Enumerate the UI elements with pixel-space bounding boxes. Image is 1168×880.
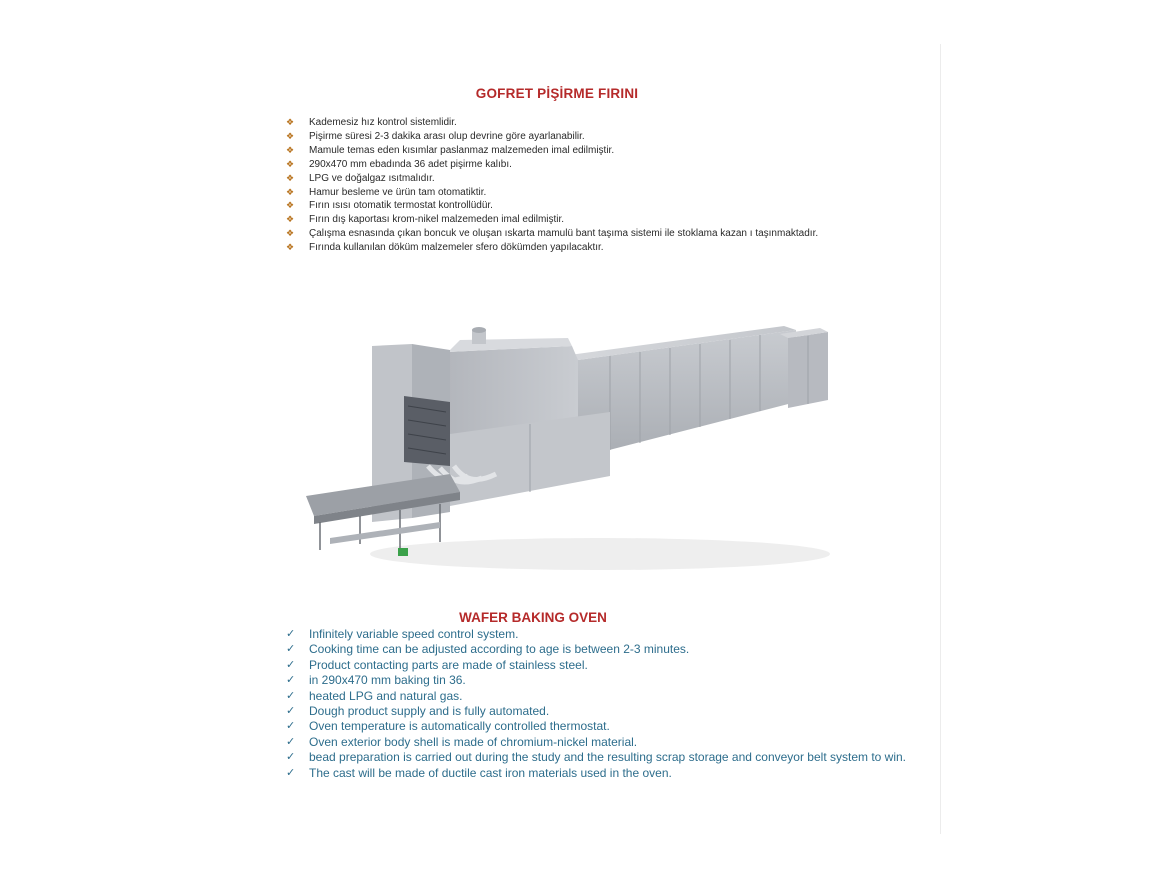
list-item-text: Hamur besleme ve ürün tam otomatiktir. [309, 186, 487, 198]
list-item-text: heated LPG and natural gas. [309, 688, 463, 703]
list-item-text: in 290x470 mm baking tin 36. [309, 673, 466, 688]
page-divider [940, 44, 941, 834]
diamond-bullet-icon: ❖ [286, 242, 295, 253]
title-turkish: GOFRET PİŞİRME FIRINI [475, 86, 639, 101]
list-item [284, 144, 864, 158]
checkmark-icon: ✓ [286, 720, 296, 733]
list-item-text: Fırında kullanılan döküm malzemeler sfero dökümden yapılacaktır. [309, 242, 604, 254]
feature-list-english [284, 627, 934, 781]
list-item-text: Pişirme süresi 2-3 dakika arası olup devrine göre ayarlanabilir. [309, 130, 585, 142]
list-item [284, 673, 934, 688]
list-item-text: Oven exterior body shell is made of chromium-nickel material. [309, 734, 638, 749]
checkmark-icon: ✓ [286, 705, 296, 718]
list-item [284, 241, 864, 255]
feature-list-turkish [284, 116, 864, 255]
list-item [284, 704, 934, 719]
checkmark-icon: ✓ [286, 735, 296, 748]
list-item-text: Fırın dış kaportası krom-nikel malzemeden imal edilmiştir. [309, 214, 565, 226]
checkmark-icon: ✓ [286, 689, 296, 702]
list-item-text: Dough product supply and is fully automated. [309, 704, 550, 719]
checkmark-icon: ✓ [286, 751, 296, 764]
list-item-text: Kademesiz hız kontrol sistemlidir. [309, 117, 457, 128]
list-item [284, 213, 864, 227]
list-item-text: Oven temperature is automatically controlled thermostat. [309, 719, 610, 734]
list-item [284, 116, 864, 130]
list-item [284, 186, 864, 200]
diamond-bullet-icon: ❖ [286, 130, 295, 141]
list-item [284, 658, 934, 673]
wafer-oven-machine-image [300, 316, 840, 592]
checkmark-icon: ✓ [286, 628, 296, 640]
list-item [284, 227, 864, 241]
list-item-text: Mamule temas eden kısımlar paslanmaz malzemeden imal edilmiştir. [309, 144, 615, 156]
list-item [284, 172, 864, 186]
checkmark-icon: ✓ [286, 643, 296, 656]
list-item [284, 766, 934, 781]
diamond-bullet-icon: ❖ [286, 200, 295, 211]
checkmark-icon: ✓ [286, 658, 296, 671]
list-item-text: bead preparation is carried out during the study and the resulting scrap storage and conveyor belt system to win. [309, 750, 907, 765]
list-item-text: 290x470 mm ebadında 36 adet pişirme kalıbı. [309, 158, 512, 170]
diamond-bullet-icon: ❖ [286, 144, 295, 155]
list-item-text: Product contacting parts are made of stainless steel. [309, 657, 588, 672]
checkmark-icon: ✓ [286, 766, 296, 779]
diamond-bullet-icon: ❖ [286, 228, 295, 239]
list-item-text: Cooking time can be adjusted according to age is between 2-3 minutes. [309, 642, 690, 657]
checkmark-icon: ✓ [286, 674, 296, 687]
list-item-text: The cast will be made of ductile cast iron materials used in the oven. [309, 765, 672, 780]
diamond-bullet-icon: ❖ [286, 186, 295, 197]
diamond-bullet-icon: ❖ [286, 172, 295, 183]
list-item [284, 719, 934, 734]
list-item [284, 750, 934, 765]
list-item [284, 158, 864, 172]
list-item [284, 130, 864, 144]
list-item [284, 735, 934, 750]
list-item [284, 642, 934, 657]
diamond-bullet-icon: ❖ [286, 158, 295, 169]
list-item-text: LPG ve doğalgaz ısıtmalıdır. [309, 172, 435, 184]
list-item [284, 627, 934, 642]
diamond-bullet-icon: ❖ [286, 214, 295, 225]
list-item-text: Çalışma esnasında çıkan boncuk ve oluşan ıskarta mamulü bant taşıma sistemi ile stoklama kazan ı taşınmaktadır. [309, 228, 819, 240]
list-item-text: Infinitely variable speed control system. [309, 627, 519, 641]
title-english: WAFER BAKING OVEN [459, 610, 607, 625]
list-item [284, 689, 934, 704]
list-item [284, 199, 864, 213]
diamond-bullet-icon: ❖ [286, 117, 295, 127]
list-item-text: Fırın ısısı otomatik termostat kontrollüdür. [309, 200, 493, 212]
